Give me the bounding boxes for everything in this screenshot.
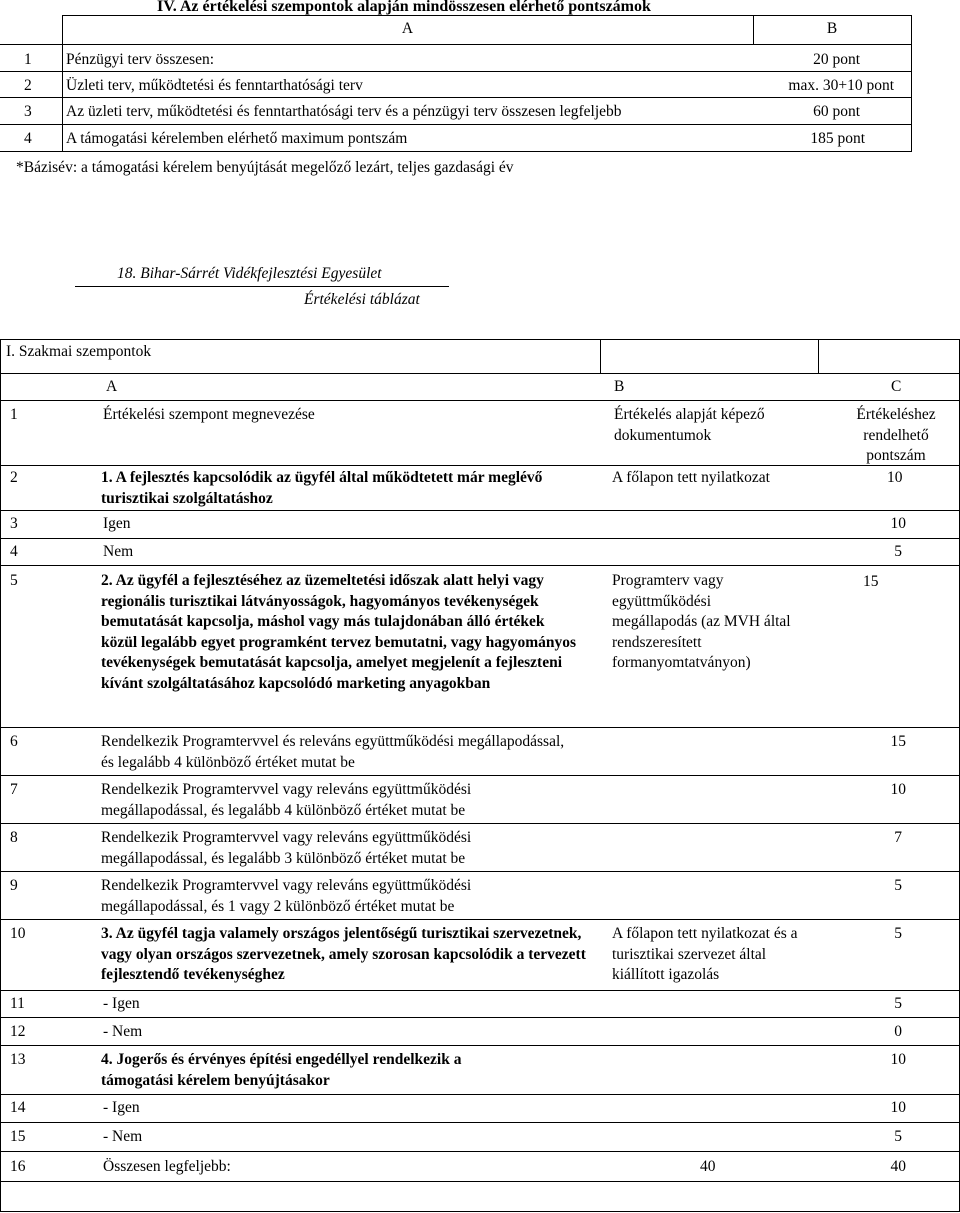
footnote: *Bázisév: a támogatási kérelem benyújtását megelőző lezárt, teljes gazdasági év [16,159,514,176]
heading-rule [75,286,449,287]
section1-title: I. Szakmai szempontok [6,343,152,360]
page-subtitle: Értékelési táblázat [304,291,420,308]
org-title: 18. Bihar-Sárrét Vidékfejlesztési Egyesület [117,265,382,282]
section1-col-a: A [106,378,118,395]
section1-col-b: B [614,378,625,395]
section4-col-b: B [826,20,838,37]
section4-title: IV. Az értékelési szempontok alapján mindösszesen elérhető pontszámok [157,0,651,15]
section4-col-a: A [401,20,414,37]
section1-col-c: C [891,378,902,395]
